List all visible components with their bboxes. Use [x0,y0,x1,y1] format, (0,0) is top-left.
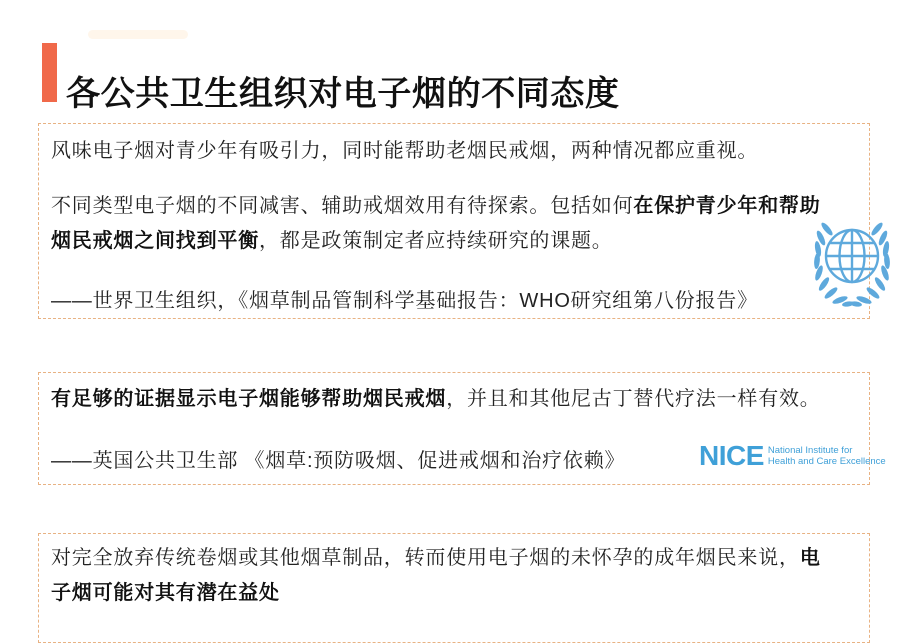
phe-quote-line1-bold: 有足够的证据显示电子烟能够帮助烟民戒烟 [51,388,447,410]
who-quote-line2-regular2: ，都是政策制定者应持续研究的课题。 [259,230,613,252]
fda-quote-line1-bold: 电子烟可能对其有潜在益处 [51,547,821,604]
page-title: 各公共卫生组织对电子烟的不同态度 [66,74,620,113]
who-quote-line2 [51,189,831,259]
nice-logo [699,441,886,471]
phe-quote-line1 [51,382,831,417]
title-accent-bar [42,43,57,102]
who-quote-line2-bold: 在保护青少年和帮助烟民戒烟之间找到平衡 [51,195,821,252]
who-quote-line2-regular1: 不同类型电子烟的不同减害、辅助戒烟效用有待探索。包括如何 [51,195,634,217]
who-attribution: ——世界卫生组织，《烟草制品管制科学基础报告：WHO研究组第八份报告》 [51,290,758,312]
phe-attribution: ——英国公共卫生部 《烟草:预防吸烟、促进戒烟和治疗依赖》 [51,450,626,472]
nice-wordmark: NICE [699,440,764,471]
nice-tagline [768,445,886,467]
nice-tagline-line2: Health and Care Excellence [767,456,886,467]
fda-quote-line1-regular: 对完全放弃传统卷烟或其他烟草制品，转而使用电子烟的未怀孕的成年烟民来说， [51,547,800,569]
quote-box-who [38,123,870,319]
cropped-graphic-remnant [88,30,188,39]
who-quote-line1: 风味电子烟对青少年有吸引力，同时能帮助老烟民戒烟，两种情况都应重视。 [51,140,759,162]
who-un-emblem-icon [800,212,900,312]
phe-quote-line1-regular: ，并且和其他尼古丁替代疗法一样有效。 [446,388,821,410]
quote-box-phe [38,372,886,485]
nice-tagline-line1: National Institute for [767,445,853,456]
quote-box-fda [38,533,870,643]
fda-quote-line1 [51,541,831,611]
